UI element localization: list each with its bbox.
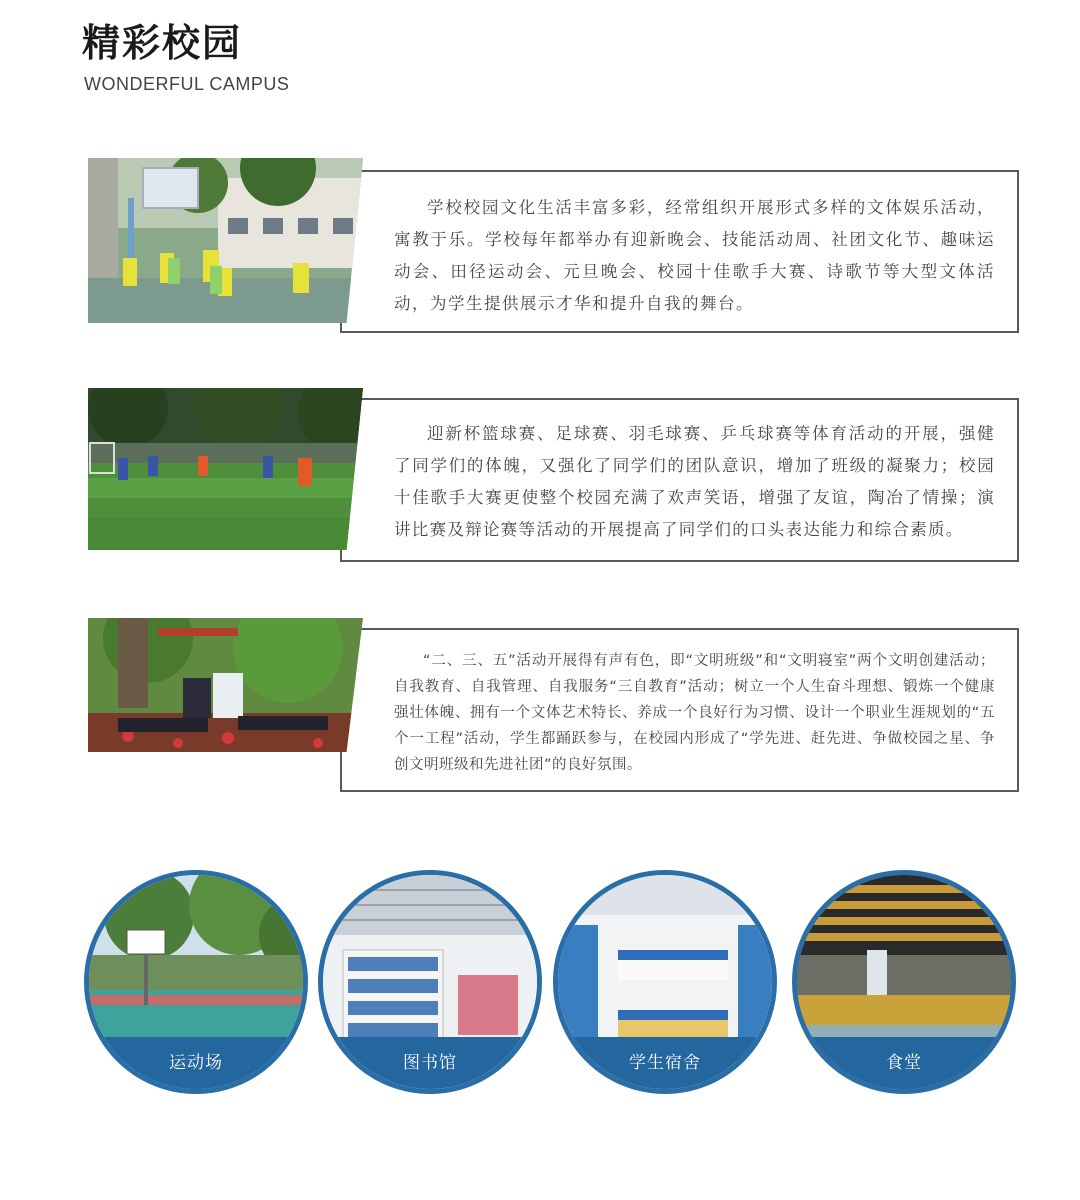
section-text: 迎新杯篮球赛、足球赛、羽毛球赛、乒乓球赛等体育活动的开展，强健了同学们的体魄，又强化了同学们的团队意识，增加了班级的凝聚力；校园十佳歌手大赛更使整个校园充满了欢声笑语，增强了友谊，陶冶了情操；演讲比赛及辩论赛等活动的开展提高了同学们的口头表达能力和综合素质。 xyxy=(394,424,995,539)
section-text: “二、三、五”活动开展得有声有色，即“文明班级”和“文明寝室”两个文明创建活动；自我教育、自我管理、自我服务“三自教育”活动；树立一个人生奋斗理想、锻炼一个健康强壮体魄、拥有一个文体艺术特长、养成一个良好行为习惯、设计一个职业生涯规划的“五个一工程”活动，学生都踊跃参与，在校园内形成了“学先进、赶先进、争做校园之星、争创文明班级和先进社团”的良好氛围。 xyxy=(394,653,995,773)
facility-library xyxy=(318,870,542,1094)
facility-dormitory xyxy=(553,870,777,1094)
page-subtitle: WONDERFUL CAMPUS xyxy=(84,74,290,94)
basketball-photo xyxy=(88,158,363,323)
facility-label: 学生宿舍 xyxy=(629,1053,701,1073)
text-box xyxy=(340,398,1019,562)
reading-students-photo xyxy=(88,618,363,752)
facility-label: 运动场 xyxy=(169,1053,223,1073)
text-box xyxy=(340,170,1019,333)
football-photo xyxy=(88,388,363,550)
facility-canteen xyxy=(792,870,1016,1094)
facility-label: 食堂 xyxy=(886,1053,922,1073)
facility-sports-field xyxy=(84,870,308,1094)
facility-gallery xyxy=(0,870,1080,1100)
facility-label: 图书馆 xyxy=(403,1053,457,1073)
page-title: 精彩校园 xyxy=(82,21,243,65)
text-box xyxy=(340,628,1019,792)
section-text: 学校校园文化生活丰富多彩，经常组织开展形式多样的文体娱乐活动，寓教于乐。学校每年都举办有迎新晚会、技能活动周、社团文化节、趣味运动会、田径运动会、元旦晚会、校园十佳歌手大赛、诗歌节等大型文体活动，为学生提供展示才华和提升自我的舞台。 xyxy=(394,198,995,313)
